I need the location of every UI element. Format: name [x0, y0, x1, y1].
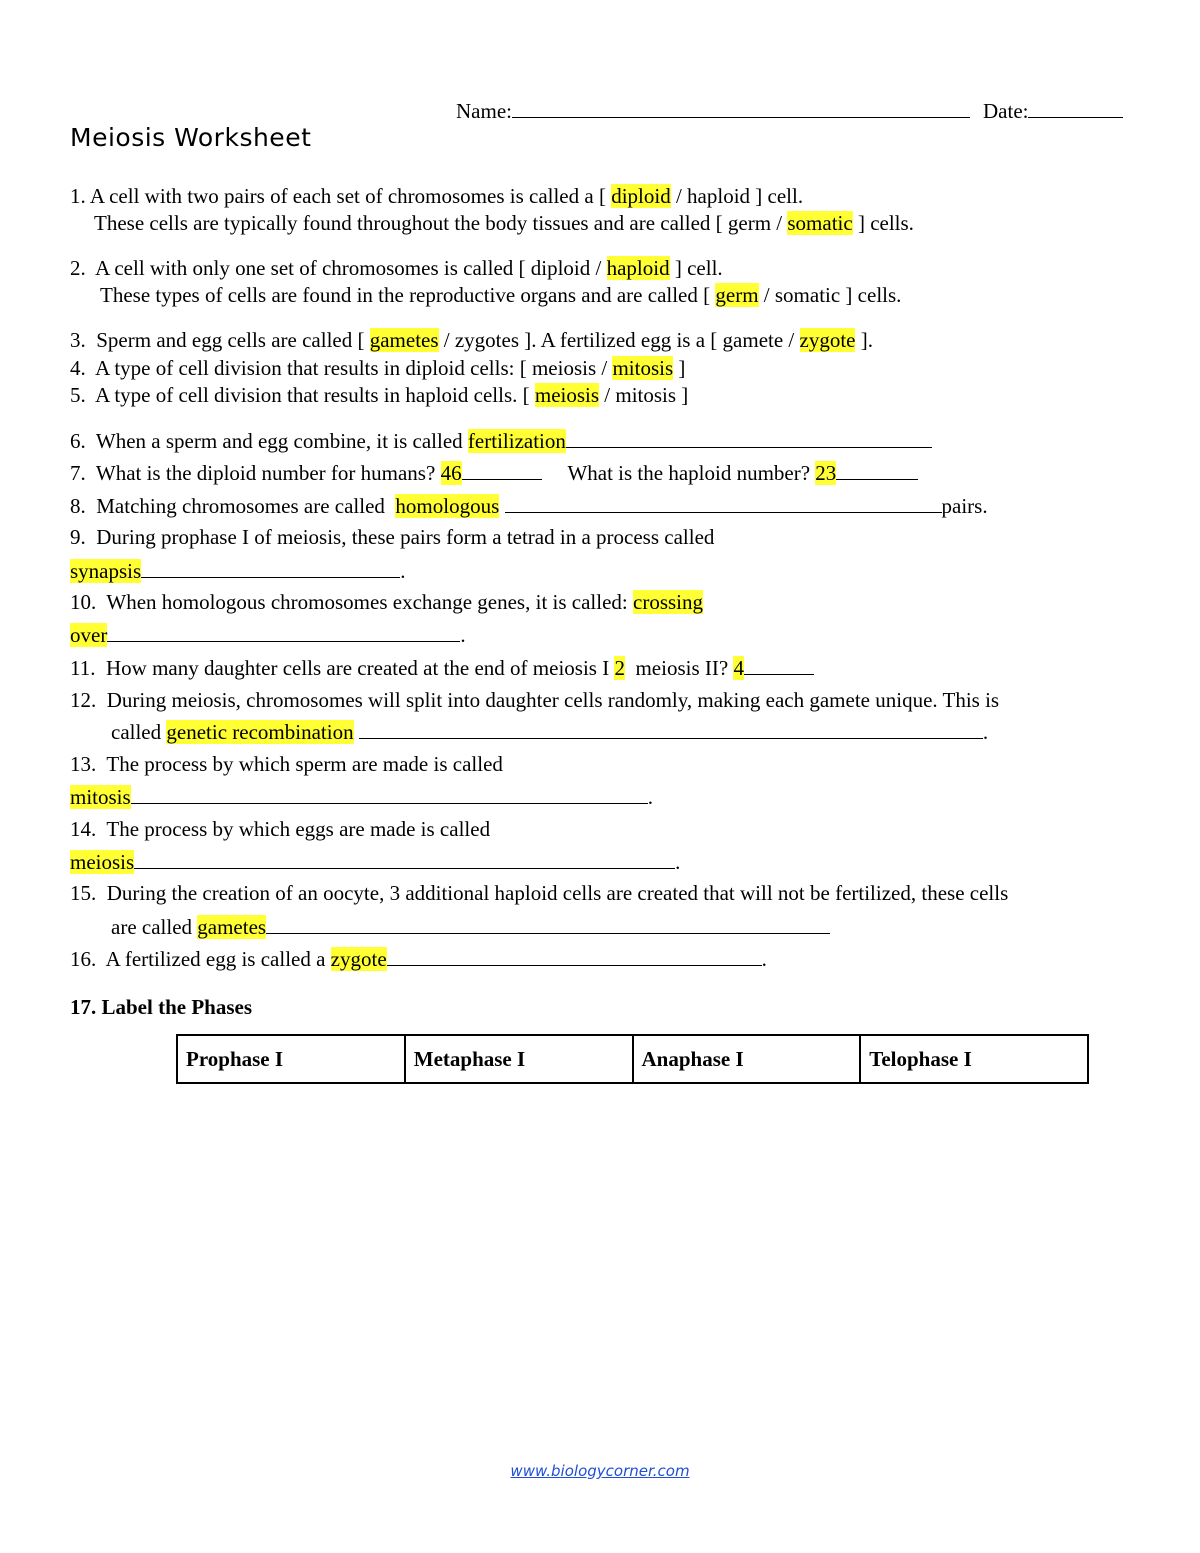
name-blank[interactable]: [512, 95, 970, 118]
question-1-line-2: These cells are typically found throughout the body tissues and are called [ germ / somatic ] cells.: [94, 211, 914, 235]
answer-highlight: 23: [815, 461, 837, 485]
answer-highlight: mitosis: [70, 785, 131, 809]
answer-highlight: over: [70, 623, 108, 647]
answer-highlight: gametes: [197, 915, 267, 939]
date-blank[interactable]: [1028, 95, 1123, 118]
question-15: 15. During the creation of an oocyte, 3 additional haploid cells are created that will not be fertilized, these cells: [70, 881, 1009, 905]
answer-highlight: diploid: [611, 184, 671, 208]
question-17-heading: 17. Label the Phases: [70, 995, 253, 1019]
question-8: 8. Matching chromosomes are called homologous pairs.: [70, 490, 988, 520]
answer-highlight: zygote: [330, 947, 387, 971]
question-15-line-2: are called gametes: [111, 911, 830, 941]
question-2-line-2: These types of cells are found in the reproductive organs and are called [ germ / somatic ] cells.: [100, 283, 902, 307]
question-7: 7. What is the diploid number for humans? 46 What is the haploid number? 23: [70, 457, 918, 487]
page-title: Meiosis Worksheet: [70, 123, 312, 152]
question-6: 6. When a sperm and egg combine, it is called fertilization: [70, 425, 932, 455]
question-5: 5. A type of cell division that results in haploid cells. [ meiosis / mitosis ]: [70, 383, 689, 407]
phase-cell[interactable]: Metaphase I: [405, 1035, 633, 1083]
answer-highlight: haploid: [606, 256, 670, 280]
answer-blank[interactable]: [107, 619, 460, 642]
answer-blank[interactable]: [836, 457, 918, 480]
answer-highlight: genetic recombination: [166, 720, 354, 744]
answer-blank[interactable]: [359, 716, 983, 739]
question-2: 2. A cell with only one set of chromosomes is called [ diploid / haploid ] cell.: [70, 256, 723, 280]
phases-table: [176, 1034, 1089, 1084]
question-16: 16. A fertilized egg is called a zygote .: [70, 943, 767, 973]
question-13-line-2: mitosis .: [70, 781, 653, 811]
answer-highlight: 2: [614, 656, 625, 680]
date-field[interactable]: Date:: [983, 95, 1123, 124]
phase-cell[interactable]: Anaphase I: [633, 1035, 861, 1083]
question-4: 4. A type of cell division that results in diploid cells: [ meiosis / mitosis ]: [70, 356, 686, 380]
name-field[interactable]: Name:: [456, 95, 970, 124]
question-14: 14. The process by which eggs are made is called: [70, 817, 491, 841]
question-9: 9. During prophase I of meiosis, these pairs form a tetrad in a process called: [70, 525, 715, 549]
answer-blank[interactable]: [266, 911, 830, 934]
answer-highlight: homologous: [395, 494, 500, 518]
question-13: 13. The process by which sperm are made is called: [70, 752, 503, 776]
answer-highlight: meiosis: [534, 383, 600, 407]
answer-blank[interactable]: [505, 490, 942, 513]
answer-blank[interactable]: [566, 425, 932, 448]
question-3: 3. Sperm and egg cells are called [ gametes / zygotes ]. A fertilized egg is a [ gamete / zygote ].: [70, 328, 873, 352]
answer-highlight: 46: [440, 461, 462, 485]
answer-highlight: synapsis: [70, 559, 142, 583]
answer-highlight: germ: [715, 283, 759, 307]
answer-highlight: fertilization: [467, 429, 566, 453]
answer-highlight: meiosis: [70, 850, 135, 874]
answer-blank[interactable]: [131, 781, 648, 804]
question-1: 1. A cell with two pairs of each set of chromosomes is called a [ diploid / haploid ] cell.: [70, 184, 804, 208]
phase-cell[interactable]: Telophase I: [860, 1035, 1088, 1083]
answer-blank[interactable]: [744, 652, 814, 675]
question-10: 10. When homologous chromosomes exchange genes, it is called: crossing: [70, 590, 703, 614]
question-12-line-2: called genetic recombination .: [111, 716, 988, 746]
answer-highlight: somatic: [787, 211, 853, 235]
answer-blank[interactable]: [387, 943, 762, 966]
answer-highlight: gametes: [369, 328, 439, 352]
answer-blank[interactable]: [141, 555, 400, 578]
answer-highlight: crossing: [633, 590, 703, 614]
question-9-line-2: synapsis .: [70, 555, 405, 585]
answer-highlight: mitosis: [612, 356, 674, 380]
answer-blank[interactable]: [134, 846, 675, 869]
answer-highlight: 4: [733, 656, 744, 680]
question-10-line-2: over .: [70, 619, 466, 649]
footer-link[interactable]: www.biologycorner.com: [510, 1462, 690, 1480]
answer-highlight: zygote: [799, 328, 856, 352]
phase-cell[interactable]: Prophase I: [177, 1035, 405, 1083]
question-11: 11. How many daughter cells are created at the end of meiosis I 2 meiosis II? 4: [70, 652, 814, 682]
answer-blank[interactable]: [462, 457, 542, 480]
question-12: 12. During meiosis, chromosomes will split into daughter cells randomly, making each gamete unique. This is: [70, 688, 1000, 712]
question-14-line-2: meiosis .: [70, 846, 680, 876]
